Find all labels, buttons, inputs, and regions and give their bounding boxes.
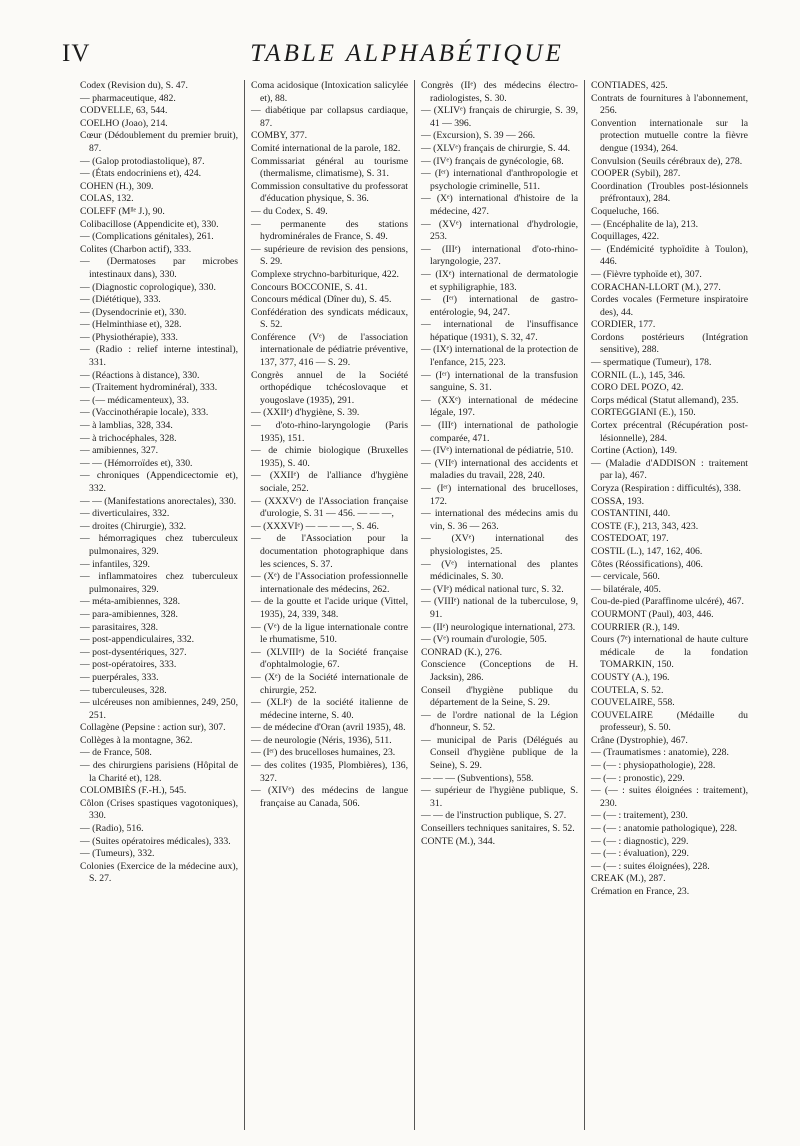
index-entry: — inflammatoires chez tuberculeux pulmonaires, 329. — [80, 571, 238, 595]
index-entry: Coquillages, 422. — [591, 231, 660, 243]
index-entry: — chroniques (Appendicectomie et), 332. — [80, 470, 238, 494]
index-entry: Conseillers techniques sanitaires, S. 52. — [421, 823, 575, 835]
index-entry: — (Radio), 516. — [80, 823, 144, 835]
index-entry: — post-dysentériques, 327. — [80, 646, 187, 658]
index-entry: — (XLVIIIᵉ) de la Société française d'ophtalmologie, 67. — [251, 646, 408, 671]
index-entry: — (VIIᵉ) international des accidents et maladies du travail, 228, 240. — [421, 457, 578, 482]
index-entry: — puerpérales, 333. — [80, 671, 159, 683]
index-entry: — permanente des stations hydrominérales de France, S. 49. — [251, 218, 408, 243]
index-entry: Congrès (IIᵉ) des médecins électro-radiologistes, S. 30. — [421, 80, 578, 104]
index-column-2 — [244, 80, 414, 1130]
index-entry: — spermatique (Tumeur), 178. — [591, 357, 712, 369]
index-entry: Côlon (Crises spastiques vagotoniques), 330. — [80, 797, 238, 822]
index-entry: — (— : diagnostic), 229. — [591, 835, 689, 847]
index-entry: — (XXIIᵉ) de l'alliance d'hygiène sociale, 252. — [251, 470, 408, 494]
index-entry: — (Complications génitales), 261. — [80, 231, 214, 243]
index-entry: — infantiles, 329. — [80, 558, 150, 570]
index-entry: — (XXXVIᵉ) — — — —, S. 46. — [251, 520, 379, 532]
index-entry: — pharmaceutique, 482. — [80, 92, 176, 104]
index-entry: COUVELAIRE (Médaille du professeur), S. 50. — [591, 709, 748, 734]
index-entry: — de France, 508. — [80, 747, 152, 759]
index-entry: — (IXᵉ) international de la protection de l'enfance, 215, 223. — [421, 344, 578, 369]
index-entry: Colites (Charbon actif), 333. — [80, 243, 192, 255]
index-entry: — (Helminthiase et), 328. — [80, 319, 182, 331]
index-entry: — à lamblias, 328, 334. — [80, 420, 173, 432]
index-entry: — (— : suites éloignées), 228. — [591, 860, 710, 872]
index-entry: COOPER (Sybil), 287. — [591, 168, 681, 180]
index-entry: Colonies (Exercice de la médecine aux), S. 27. — [80, 860, 238, 885]
index-entry: — (Iᵉʳ) international des brucelloses, 172. — [421, 483, 578, 507]
index-entry: — (— : physiopathologie), 228. — [591, 760, 716, 772]
index-entry: — cervicale, 560. — [591, 571, 660, 583]
index-entry: — (Vᵉ) roumain d'urologie, 505. — [421, 634, 547, 646]
index-entry: CORO DEL POZO, 42. — [591, 382, 684, 394]
index-entry: Cordons postérieurs (Intégration sensitive), 288. — [591, 331, 748, 356]
index-entry: Colibacillose (Appendicite et), 330. — [80, 218, 219, 230]
index-entry: — (— : évaluation), 229. — [591, 848, 689, 860]
index-entry: Cordes vocales (Fermeture inspiratoire des), 44. — [591, 294, 748, 318]
index-entry: — ulcéreuses non amibiennes, 249, 250, 251. — [80, 697, 238, 721]
index-entry: — (Vᵉ) international des plantes médicinales, S. 30. — [421, 558, 578, 583]
index-entry: Confédération des syndicats médicaux, S. 52. — [251, 306, 408, 331]
index-entry: — hémorragiques chez tuberculeux pulmonaires, 329. — [80, 533, 238, 557]
index-entry: — (Dysendocrinie et), 330. — [80, 306, 187, 318]
index-entry: COLOMBIÈS (F.-H.), 545. — [80, 785, 187, 797]
index-entry: — droites (Chirurgie), 332. — [80, 520, 187, 532]
index-entry: — municipal de Paris (Délégués au Conseil d'hygiène publique de la Seine), S. 29. — [421, 734, 578, 772]
index-entry: — para-amibiennes, 328. — [80, 608, 178, 620]
index-entry: — (XIVᵉ) des médecins de langue française au Canada, 506. — [251, 785, 408, 809]
index-entry: COELHO (Joao), 214. — [80, 117, 168, 129]
index-entry: COSSA, 193. — [591, 495, 645, 507]
index-entry: — — — (Subventions), 558. — [421, 772, 534, 784]
index-entry: COMBY, 377. — [251, 130, 308, 142]
index-entry: — (— médicamenteux), 33. — [80, 394, 189, 406]
index-entry: — (Iᵉʳ) international de gastro-entérologie, 94, 247. — [421, 294, 578, 318]
index-entry: Cours (7ᵉ) international de haute culture médicale de la fondation TOMARKIN, 150. — [591, 634, 748, 671]
index-entry: — (Diététique), 333. — [80, 294, 161, 306]
index-entry: — (VIᵉ) médical national turc, S. 32. — [421, 583, 564, 595]
index-entry: COSTE (F.), 213, 343, 423. — [591, 520, 699, 532]
index-entry: — (Diagnostic coprologique), 330. — [80, 281, 216, 293]
index-entry: Conscience (Conceptions de H. Jacksin), 286. — [421, 659, 578, 683]
index-entry: — (Vaccinothérapie locale), 333. — [80, 407, 209, 419]
index-entry: — (Traitement hydrominéral), 333. — [80, 382, 218, 394]
index-entry: — (XXIIᵉ) d'hygiène, S. 39. — [251, 407, 360, 419]
index-entry: — (Iᵉʳ) international de la transfusion sanguine, S. 31. — [421, 369, 578, 394]
index-entry: Corps médical (Statut allemand), 235. — [591, 394, 739, 406]
index-entry: — (IXᵉ) international de dermatologie et syphiligraphie, 183. — [421, 268, 578, 293]
index-entry: Crâne (Dystrophie), 467. — [591, 734, 688, 746]
index-entry: COUTELA, S. 52. — [591, 684, 664, 696]
index-entry: Comité international de la parole, 182. — [251, 142, 401, 154]
index-entry: COSTIL (L.), 147, 162, 406. — [591, 545, 703, 557]
index-entry: — (Iᵉʳ) international d'anthropologie et psychologie criminelle, 511. — [421, 168, 578, 192]
page-header — [62, 40, 752, 76]
index-entry: — (Encéphalite de la), 213. — [591, 218, 699, 230]
index-entry: Cœur (Dédoublement du premier bruit), 87. — [80, 130, 238, 154]
index-entry: COHEN (H.), 309. — [80, 180, 154, 192]
index-entry: — — (Manifestations anorectales), 330. — [80, 495, 237, 507]
index-entry: Complexe strychno-barbiturique, 422. — [251, 268, 399, 280]
index-entry: — (IVᵉ) international de pédiatrie, 510. — [421, 445, 574, 457]
index-entry: Commission consultative du professorat d'éducation physique, S. 36. — [251, 180, 408, 205]
index-entry: — des colites (1935, Plombières), 136, 327. — [251, 760, 408, 784]
index-entry: — (Vᵉ) de la ligue internationale contre le rhumatisme, 510. — [251, 621, 408, 646]
index-entry: Convention internationale sur la protection mutuelle contre la fièvre dengue (1934), 264. — [591, 117, 748, 154]
index-entry: — à trichocéphales, 328. — [80, 432, 177, 444]
index-entry: COUVELAIRE, 558. — [591, 697, 675, 709]
index-entry: — diverticulaires, 332. — [80, 508, 170, 520]
index-entry: — (XLIVᵉ) français de chirurgie, S. 39, 41 — 396. — [421, 105, 578, 129]
index-entry: — de la goutte et l'acide urique (Vittel, 1935), 24, 339, 348. — [251, 596, 408, 620]
index-entry: — (XXᵉ) international de médecine légale, 197. — [421, 394, 578, 419]
index-entry: — post-appendiculaires, 332. — [80, 634, 195, 646]
index-entry: CONTIADES, 425. — [591, 80, 668, 91]
index-entry: Collagène (Pepsine : action sur), 307. — [80, 722, 226, 734]
index-entry: — (Traumatismes : anatomie), 228. — [591, 747, 729, 759]
index-entry: CORACHAN-LLORT (M.), 277. — [591, 281, 721, 293]
index-entry: — (Galop protodiastolique), 87. — [80, 155, 205, 167]
index-entry: — (XLVᵉ) français de chirurgie, S. 44. — [421, 142, 571, 154]
index-entry: — (Physiothérapie), 333. — [80, 331, 178, 343]
index-entry: Conseil d'hygiène publique du département de la Seine, S. 29. — [421, 684, 578, 709]
index-entry: — international des médecins amis du vin, S. 36 — 263. — [421, 508, 578, 532]
index-entry: — (Xᵉ) international d'histoire de la médecine, 427. — [421, 193, 578, 217]
index-entry: — (XVᵉ) international d'hydrologie, 253. — [421, 218, 578, 243]
index-entry: — amibiennes, 327. — [80, 445, 159, 457]
index-entry: — méta-amibiennes, 328. — [80, 596, 181, 608]
index-entry: Conférence (Vᵉ) de l'association internationale de pédiatrie préventive, 137, 377, 416 — S. 29. — [251, 331, 408, 369]
index-entry: — (Tumeurs), 332. — [80, 848, 155, 860]
index-entry: — (VIIIᵉ) national de la tuberculose, 9, 91. — [421, 596, 578, 620]
index-entry: — tuberculeuses, 328. — [80, 684, 167, 696]
index-entry: — (Xᵉ) de l'Association professionnelle internationale des médecins, 262. — [251, 571, 408, 595]
index-entry: CODVELLE, 63, 544. — [80, 105, 168, 117]
index-columns — [74, 80, 754, 1130]
index-entry: CORTEGGIANI (E.), 150. — [591, 407, 696, 419]
index-entry: Cou-de-pied (Paraffinome ulcéré), 467. — [591, 596, 744, 608]
index-entry: — (IVᵉ) français de gynécologie, 68. — [421, 155, 564, 167]
index-entry: — (Maladie d'ADDISON : traitement par la), 467. — [591, 457, 748, 482]
index-entry: — — de l'instruction publique, S. 27. — [421, 810, 567, 822]
index-entry: Côtes (Réossifications), 406. — [591, 558, 703, 570]
index-entry: CONRAD (K.), 276. — [421, 646, 502, 658]
index-entry: — des chirurgiens parisiens (Hôpital de la Charité et), 128. — [80, 760, 238, 784]
index-entry: Concours BOCCONIE, S. 41. — [251, 281, 368, 293]
index-entry: Cortine (Action), 149. — [591, 445, 678, 457]
index-entry: — (Iᵉʳ) des brucelloses humaines, 23. — [251, 747, 396, 759]
index-entry: — (— : suites éloignées : traitement), 230. — [591, 785, 748, 809]
index-entry: Collèges à la montagne, 362. — [80, 734, 193, 746]
index-entry: — post-opératoires, 333. — [80, 659, 177, 671]
index-entry: — (XLIᵉ) de la société italienne de médecine interne, S. 40. — [251, 697, 408, 721]
index-entry: Cortex précentral (Récupération post-lésionnelle), 284. — [591, 420, 748, 444]
index-entry: — (Endémicité typhoïdite à Toulon), 446. — [591, 243, 748, 268]
index-entry: — (Excursion), S. 39 — 266. — [421, 130, 536, 142]
index-entry: — bilatérale, 405. — [591, 583, 661, 595]
index-entry: — (— : anatomie pathologique), 228. — [591, 823, 738, 835]
index-entry: — de médecine d'Oran (avril 1935), 48. — [251, 722, 406, 734]
index-entry: — supérieure de revision des pensions, S. 29. — [251, 243, 408, 268]
index-entry: Coryza (Respiration : difficultés), 338. — [591, 483, 741, 494]
index-entry: — — (Hémorroïdes et), 330. — [80, 457, 193, 469]
index-entry: COURRIER (R.), 149. — [591, 621, 680, 633]
page-number: IV — [62, 40, 91, 67]
index-entry: — (IIIᵉ) international de pathologie comparée, 471. — [421, 420, 578, 444]
index-entry: — du Codex, S. 49. — [251, 205, 328, 217]
index-entry: COURMONT (Paul), 403, 446. — [591, 608, 714, 620]
index-entry: Coqueluche, 166. — [591, 205, 660, 217]
index-entry: COSTANTINI, 440. — [591, 508, 671, 520]
index-entry: — (Dermatoses par microbes intestinaux dans), 330. — [80, 256, 238, 280]
index-entry: COSTEDOAT, 197. — [591, 533, 669, 545]
index-entry: Commissariat général au tourisme (thermalisme, climatisme), S. 31. — [251, 155, 408, 180]
index-entry: — (— : pronostic), 229. — [591, 772, 685, 784]
index-entry: Codex (Revision du), S. 47. — [80, 80, 188, 91]
index-entry: — de l'Association pour la documentation photographique dans les sciences, S. 37. — [251, 533, 408, 570]
index-entry: Coma acidosique (Intoxication salicylée et), 88. — [251, 80, 408, 104]
index-entry: — (Radio : relief interne intestinal), 331. — [80, 344, 238, 369]
index-column-3 — [414, 80, 584, 1130]
index-entry: — d'oto-rhino-laryngologie (Paris 1935), 151. — [251, 420, 408, 444]
index-entry: — (Fièvre typhoïde et), 307. — [591, 268, 702, 280]
index-entry: CREAK (M.), 287. — [591, 873, 666, 885]
index-entry: — parasitaires, 328. — [80, 621, 159, 633]
index-entry: — (XVᵉ) international des physiologistes, 25. — [421, 533, 578, 557]
index-entry: — (Xᵉ) de la Société internationale de chirurgie, 252. — [251, 671, 408, 696]
index-entry: — (Suites opératoires médicales), 333. — [80, 835, 231, 847]
index-entry: CORDIER, 177. — [591, 319, 656, 331]
index-entry: — diabétique par collapsus cardiaque, 87. — [251, 105, 408, 129]
index-entry: — supérieur de l'hygiène publique, S. 31. — [421, 785, 578, 809]
index-entry: CONTE (M.), 344. — [421, 835, 495, 847]
index-entry: — (— : traitement), 230. — [591, 810, 688, 822]
index-column-1 — [74, 80, 244, 1130]
index-entry: — (Réactions à distance), 330. — [80, 369, 200, 381]
index-entry: Coordination (Troubles post-lésionnels préfrontaux), 284. — [591, 180, 748, 205]
index-column-4 — [584, 80, 754, 1130]
index-entry: Concours médical (Dîner du), S. 45. — [251, 294, 392, 306]
index-entry: — de l'ordre national de la Légion d'honneur, S. 52. — [421, 709, 578, 734]
index-entry: Crémation en France, 23. — [591, 886, 690, 897]
running-title: TABLE ALPHABÉTIQUE — [250, 40, 564, 67]
index-entry: — (XXXVᵉ) de l'Association française d'urologie, S. 31 — 456. — — —, — [251, 495, 408, 520]
index-entry: — de neurologie (Néris, 1936), 511. — [251, 734, 392, 746]
index-entry: Contrats de fournitures à l'abonnement, 256. — [591, 92, 748, 117]
index-entry: COUSTY (A.), 196. — [591, 671, 670, 683]
index-entry: COLAS, 132. — [80, 193, 134, 205]
index-entry: CORNIL (L.), 145, 346. — [591, 369, 686, 381]
index-entry: — de chimie biologique (Bruxelles 1935), S. 40. — [251, 445, 408, 469]
index-entry: — international de l'insuffisance hépatique (1931), S. 32, 47. — [421, 319, 578, 343]
index-entry: — (IIIᵉ) international d'oto-rhino-laryngologie, 237. — [421, 243, 578, 268]
index-entry: COLEFF (Mˡˡᵉ J.), 90. — [80, 205, 165, 217]
index-entry: — (IIᵉ) neurologique international, 273. — [421, 621, 576, 633]
index-entry: Congrès annuel de la Société orthopédique tchécoslovaque et yougoslave (1935), 291. — [251, 369, 408, 406]
index-entry: — (États endocriniens et), 424. — [80, 168, 202, 180]
index-entry: Convulsion (Seuils cérébraux de), 278. — [591, 155, 743, 167]
